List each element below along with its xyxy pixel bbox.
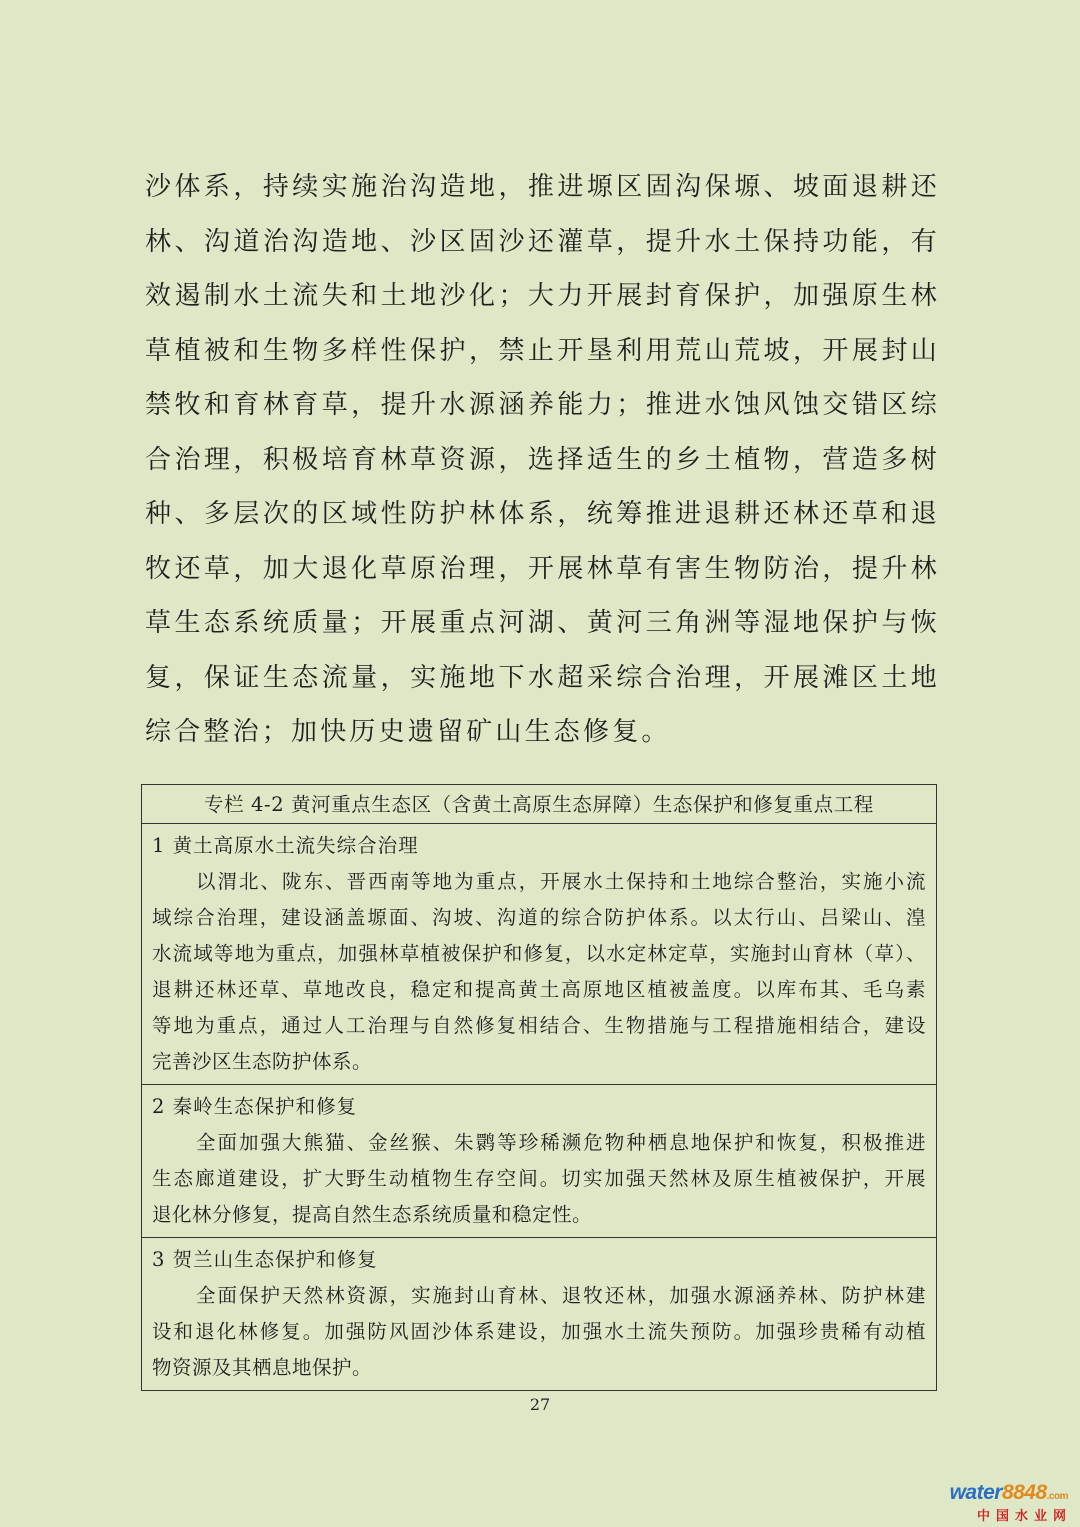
box-section-helan-mountain — [142, 1238, 936, 1390]
section-line: 退化林分修复，提高自然生态系统质量和稳定性。 — [152, 1203, 593, 1226]
body-line: 草生态系统质量；开展重点河湖、黄河三角洲等湿地保护与恢 — [145, 608, 940, 638]
watermark-brand-number: 8848 — [1001, 1481, 1047, 1504]
watermark-logo — [938, 1481, 1072, 1524]
box-section-loess-plateau — [142, 824, 936, 1085]
special-column-box — [141, 784, 937, 1391]
section-line: 生态廊道建设，扩大野生动植物生存空间。切实加强天然林及原生植被保护，开展 — [152, 1167, 926, 1190]
body-line: 效遏制水土流失和土地沙化；大力开展封育保护，加强原生林 — [145, 281, 940, 311]
body-line: 种、多层次的区域性防护林体系，统筹推进退耕还林还草和退 — [145, 499, 940, 529]
section-heading: 1 黄土高原水土流失综合治理 — [152, 834, 419, 857]
box-section-qinling — [142, 1085, 936, 1238]
body-line: 牧还草，加大退化草原治理，开展林草有害生物防治，提升林 — [145, 553, 940, 584]
section-line: 全面加强大熊猫、金丝猴、朱鹮等珍稀濒危物种栖息地保护和恢复，积极推进 — [196, 1131, 926, 1154]
section-line: 完善沙区生态防护体系。 — [152, 1050, 373, 1073]
section-heading: 2 秦岭生态保护和修复 — [152, 1095, 358, 1118]
watermark-subtitle: 中国水业网 — [976, 1508, 1072, 1523]
body-line: 复，保证生态流量，实施地下水超采综合治理，开展滩区土地 — [145, 662, 940, 693]
watermark-brand-text: water — [949, 1481, 1002, 1504]
section-line: 物资源及其栖息地保护。 — [152, 1356, 373, 1379]
body-line: 合治理，积极培育林草资源，选择适生的乡土植物，营造多树 — [145, 444, 940, 475]
watermark-brand-suffix: .com — [1046, 1491, 1068, 1502]
page-number: 27 — [529, 1395, 551, 1414]
section-line: 域综合治理，建设涵盖塬面、沟坡、沟道的综合防护体系。以太行山、吕梁山、湟 — [152, 906, 926, 929]
section-line: 全面保护天然林资源，实施封山育林、退牧还林，加强水源涵养林、防护林建 — [196, 1284, 926, 1307]
section-line: 等地为重点，通过人工治理与自然修复相结合、生物措施与工程措施相结合，建设 — [152, 1014, 926, 1037]
body-line: 草植被和生物多样性保护，禁止开垦利用荒山荒坡，开展封山 — [145, 335, 940, 366]
section-line: 以渭北、陇东、晋西南等地为重点，开展水土保持和土地综合整治，实施小流 — [196, 870, 926, 893]
section-heading: 3 贺兰山生态保护和修复 — [152, 1248, 378, 1271]
section-line: 水流域等地为重点，加强林草植被保护和修复，以水定林定草，实施封山育林（草）、 — [152, 942, 926, 965]
section-line: 退耕还林还草、草地改良，稳定和提高黄土高原地区植被盖度。以库布其、毛乌素 — [152, 978, 926, 1001]
body-line: 沙体系，持续实施治沟造地，推进塬区固沟保塬、坡面退耕还 — [145, 172, 940, 202]
section-line: 设和退化林修复。加强防风固沙体系建设，加强水土流失预防。加强珍贵稀有动植 — [152, 1320, 926, 1343]
box-title: 专栏 4-2 黄河重点生态区（含黄土高原生态屏障）生态保护和修复重点工程 — [142, 785, 936, 824]
watermark-brand — [938, 1482, 1068, 1508]
body-line: 林、沟道治沟造地、沙区固沙还灌草，提升水土保持功能，有 — [145, 226, 940, 257]
body-paragraph — [145, 160, 940, 760]
body-line: 综合整治；加快历史遗留矿山生态修复。 — [145, 717, 671, 747]
body-line: 禁牧和育林育草，提升水源涵养能力；推进水蚀风蚀交错区综 — [145, 390, 940, 420]
